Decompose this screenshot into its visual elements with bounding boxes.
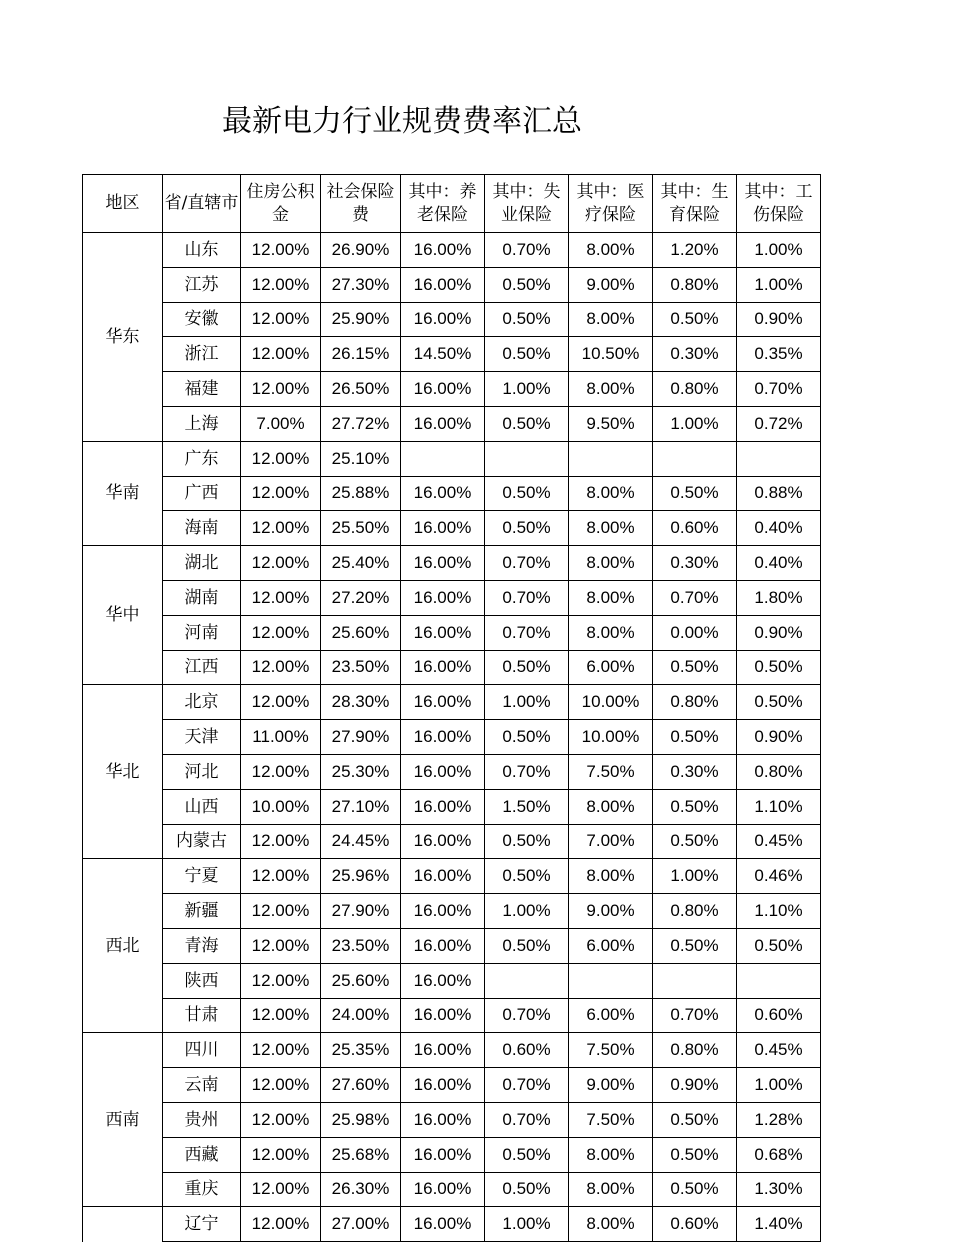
rate-cell-housing-fund: 12.00% bbox=[241, 1207, 321, 1242]
rate-cell-unemployment bbox=[485, 441, 569, 476]
rate-cell-injury: 0.50% bbox=[737, 650, 821, 685]
rate-cell-injury: 0.35% bbox=[737, 337, 821, 372]
province-cell: 甘肃 bbox=[163, 998, 241, 1033]
header-row bbox=[83, 175, 821, 233]
rate-cell-pension: 16.00% bbox=[401, 233, 485, 268]
rate-cell-maternity: 0.90% bbox=[653, 1068, 737, 1103]
rate-cell-social-insurance: 26.15% bbox=[321, 337, 401, 372]
rate-cell-pension: 16.00% bbox=[401, 1068, 485, 1103]
rate-cell-social-insurance: 26.90% bbox=[321, 233, 401, 268]
header-cell-housing-fund: 住房公积金 bbox=[241, 175, 321, 233]
rate-cell-pension: 16.00% bbox=[401, 754, 485, 789]
rate-cell-maternity: 0.50% bbox=[653, 928, 737, 963]
rate-cell-injury: 0.40% bbox=[737, 511, 821, 546]
table-row bbox=[83, 615, 821, 650]
rate-cell-injury: 1.30% bbox=[737, 1172, 821, 1207]
table-row bbox=[83, 511, 821, 546]
rate-cell-injury: 1.00% bbox=[737, 267, 821, 302]
province-cell: 河北 bbox=[163, 754, 241, 789]
rate-cell-unemployment: 0.70% bbox=[485, 233, 569, 268]
rate-cell-pension: 14.50% bbox=[401, 337, 485, 372]
rate-cell-housing-fund: 7.00% bbox=[241, 406, 321, 441]
table-row bbox=[83, 1033, 821, 1068]
rate-cell-injury: 1.80% bbox=[737, 580, 821, 615]
province-cell: 青海 bbox=[163, 928, 241, 963]
rate-cell-medical: 6.00% bbox=[569, 650, 653, 685]
rate-cell-pension: 16.00% bbox=[401, 859, 485, 894]
rate-cell-social-insurance: 25.60% bbox=[321, 963, 401, 998]
rate-cell-injury: 0.88% bbox=[737, 476, 821, 511]
rate-cell-maternity: 0.80% bbox=[653, 1033, 737, 1068]
rate-cell-medical: 6.00% bbox=[569, 928, 653, 963]
rate-cell-housing-fund: 12.00% bbox=[241, 928, 321, 963]
rate-cell-housing-fund: 12.00% bbox=[241, 859, 321, 894]
rate-cell-housing-fund: 12.00% bbox=[241, 650, 321, 685]
rate-cell-medical: 7.50% bbox=[569, 1033, 653, 1068]
table-row bbox=[83, 720, 821, 755]
rate-cell-injury: 1.28% bbox=[737, 1102, 821, 1137]
rate-cell-pension: 16.00% bbox=[401, 546, 485, 581]
rate-cell-housing-fund: 12.00% bbox=[241, 511, 321, 546]
rate-cell-injury bbox=[737, 441, 821, 476]
rate-cell-medical: 7.00% bbox=[569, 824, 653, 859]
header-cell-maternity: 其中：生育保险 bbox=[653, 175, 737, 233]
rate-cell-unemployment: 0.50% bbox=[485, 476, 569, 511]
rate-cell-injury: 0.45% bbox=[737, 824, 821, 859]
rate-cell-unemployment: 0.70% bbox=[485, 1102, 569, 1137]
rate-cell-injury: 1.00% bbox=[737, 233, 821, 268]
rate-cell-medical: 8.00% bbox=[569, 1137, 653, 1172]
rate-cell-maternity: 0.80% bbox=[653, 267, 737, 302]
rate-cell-social-insurance: 27.72% bbox=[321, 406, 401, 441]
rate-cell-pension: 16.00% bbox=[401, 580, 485, 615]
rate-cell-housing-fund: 12.00% bbox=[241, 233, 321, 268]
province-cell: 云南 bbox=[163, 1068, 241, 1103]
rate-cell-pension: 16.00% bbox=[401, 1172, 485, 1207]
rate-cell-pension: 16.00% bbox=[401, 998, 485, 1033]
rate-cell-social-insurance: 27.30% bbox=[321, 267, 401, 302]
rate-cell-injury: 0.80% bbox=[737, 754, 821, 789]
rate-cell-medical: 8.00% bbox=[569, 511, 653, 546]
rate-cell-unemployment: 1.00% bbox=[485, 1207, 569, 1242]
header-cell-pension: 其中：养老保险 bbox=[401, 175, 485, 233]
rate-cell-social-insurance: 25.88% bbox=[321, 476, 401, 511]
rate-cell-maternity: 0.50% bbox=[653, 824, 737, 859]
rate-cell-housing-fund: 12.00% bbox=[241, 685, 321, 720]
rate-cell-pension: 16.00% bbox=[401, 406, 485, 441]
rate-cell-maternity: 0.50% bbox=[653, 1137, 737, 1172]
rate-cell-social-insurance: 25.60% bbox=[321, 615, 401, 650]
rate-cell-pension: 16.00% bbox=[401, 476, 485, 511]
rate-cell-maternity bbox=[653, 963, 737, 998]
rate-cell-pension: 16.00% bbox=[401, 963, 485, 998]
rate-cell-unemployment: 0.50% bbox=[485, 1172, 569, 1207]
province-cell: 河南 bbox=[163, 615, 241, 650]
rate-cell-housing-fund: 12.00% bbox=[241, 476, 321, 511]
rate-cell-medical: 10.50% bbox=[569, 337, 653, 372]
rate-cell-housing-fund: 12.00% bbox=[241, 546, 321, 581]
rate-cell-medical: 8.00% bbox=[569, 859, 653, 894]
rate-cell-social-insurance: 24.00% bbox=[321, 998, 401, 1033]
rate-cell-social-insurance: 25.98% bbox=[321, 1102, 401, 1137]
rate-cell-pension: 16.00% bbox=[401, 1137, 485, 1172]
rate-cell-unemployment: 1.00% bbox=[485, 894, 569, 929]
rate-cell-social-insurance: 27.90% bbox=[321, 720, 401, 755]
rate-cell-social-insurance: 26.30% bbox=[321, 1172, 401, 1207]
table-row bbox=[83, 267, 821, 302]
rate-cell-medical: 9.00% bbox=[569, 894, 653, 929]
rate-cell-maternity: 0.80% bbox=[653, 685, 737, 720]
rate-cell-injury: 0.46% bbox=[737, 859, 821, 894]
rate-cell-injury: 0.68% bbox=[737, 1137, 821, 1172]
rate-cell-unemployment: 0.50% bbox=[485, 511, 569, 546]
rate-cell-unemployment: 0.50% bbox=[485, 928, 569, 963]
rate-cell-pension: 16.00% bbox=[401, 789, 485, 824]
province-cell: 江西 bbox=[163, 650, 241, 685]
table-row bbox=[83, 441, 821, 476]
rate-cell-pension: 16.00% bbox=[401, 824, 485, 859]
rate-cell-medical: 8.00% bbox=[569, 580, 653, 615]
rate-cell-social-insurance: 26.50% bbox=[321, 372, 401, 407]
region-cell: 华北 bbox=[83, 685, 163, 859]
rate-cell-social-insurance: 27.20% bbox=[321, 580, 401, 615]
table-row bbox=[83, 754, 821, 789]
rate-cell-maternity: 0.50% bbox=[653, 789, 737, 824]
table-row bbox=[83, 1068, 821, 1103]
rate-cell-pension: 16.00% bbox=[401, 928, 485, 963]
rate-cell-housing-fund: 10.00% bbox=[241, 789, 321, 824]
rate-cell-pension: 16.00% bbox=[401, 615, 485, 650]
rate-cell-unemployment: 0.70% bbox=[485, 580, 569, 615]
rate-cell-medical: 6.00% bbox=[569, 998, 653, 1033]
province-cell: 山西 bbox=[163, 789, 241, 824]
header-cell-medical: 其中：医疗保险 bbox=[569, 175, 653, 233]
rate-cell-social-insurance: 23.50% bbox=[321, 650, 401, 685]
province-cell: 湖北 bbox=[163, 546, 241, 581]
rate-cell-maternity: 0.30% bbox=[653, 546, 737, 581]
table-row bbox=[83, 998, 821, 1033]
table-row bbox=[83, 372, 821, 407]
rate-cell-medical: 10.00% bbox=[569, 685, 653, 720]
region-cell bbox=[83, 1207, 163, 1242]
rate-cell-medical: 9.50% bbox=[569, 406, 653, 441]
rate-cell-unemployment: 0.60% bbox=[485, 1033, 569, 1068]
rate-cell-housing-fund: 12.00% bbox=[241, 1137, 321, 1172]
rate-cell-injury: 0.50% bbox=[737, 685, 821, 720]
rate-cell-injury: 1.10% bbox=[737, 894, 821, 929]
rate-cell-medical: 7.50% bbox=[569, 754, 653, 789]
rate-cell-unemployment: 0.50% bbox=[485, 824, 569, 859]
rate-cell-housing-fund: 12.00% bbox=[241, 267, 321, 302]
region-cell: 华中 bbox=[83, 546, 163, 685]
rate-cell-pension: 16.00% bbox=[401, 511, 485, 546]
rate-cell-housing-fund: 12.00% bbox=[241, 824, 321, 859]
rate-cell-maternity: 0.70% bbox=[653, 580, 737, 615]
province-cell: 浙江 bbox=[163, 337, 241, 372]
rate-cell-medical: 9.00% bbox=[569, 1068, 653, 1103]
rate-cell-maternity: 0.50% bbox=[653, 720, 737, 755]
rate-cell-maternity: 0.00% bbox=[653, 615, 737, 650]
rate-cell-injury: 1.40% bbox=[737, 1207, 821, 1242]
rate-cell-social-insurance: 25.10% bbox=[321, 441, 401, 476]
rate-cell-housing-fund: 12.00% bbox=[241, 580, 321, 615]
rate-cell-unemployment bbox=[485, 963, 569, 998]
province-cell: 陕西 bbox=[163, 963, 241, 998]
rate-cell-unemployment: 0.70% bbox=[485, 754, 569, 789]
rate-cell-social-insurance: 27.00% bbox=[321, 1207, 401, 1242]
rate-cell-social-insurance: 25.40% bbox=[321, 546, 401, 581]
rate-cell-housing-fund: 12.00% bbox=[241, 1102, 321, 1137]
header-cell-region: 地区 bbox=[83, 175, 163, 233]
province-cell: 内蒙古 bbox=[163, 824, 241, 859]
table-row bbox=[83, 233, 821, 268]
table-row bbox=[83, 546, 821, 581]
rate-cell-unemployment: 0.70% bbox=[485, 615, 569, 650]
table-row bbox=[83, 1207, 821, 1242]
province-cell: 新疆 bbox=[163, 894, 241, 929]
rate-cell-housing-fund: 11.00% bbox=[241, 720, 321, 755]
rate-cell-medical: 8.00% bbox=[569, 546, 653, 581]
rate-cell-maternity: 0.50% bbox=[653, 302, 737, 337]
header-cell-injury: 其中：工伤保险 bbox=[737, 175, 821, 233]
rate-cell-medical: 8.00% bbox=[569, 789, 653, 824]
province-cell: 辽宁 bbox=[163, 1207, 241, 1242]
rate-cell-injury: 0.50% bbox=[737, 928, 821, 963]
rate-cell-social-insurance: 25.90% bbox=[321, 302, 401, 337]
rate-cell-pension: 16.00% bbox=[401, 894, 485, 929]
rate-cell-unemployment: 0.50% bbox=[485, 406, 569, 441]
rate-cell-medical: 7.50% bbox=[569, 1102, 653, 1137]
rate-cell-injury: 0.40% bbox=[737, 546, 821, 581]
rate-cell-maternity: 0.50% bbox=[653, 650, 737, 685]
table-row bbox=[83, 685, 821, 720]
rate-cell-social-insurance: 27.10% bbox=[321, 789, 401, 824]
page-title: 最新电力行业规费费率汇总 bbox=[222, 104, 582, 139]
province-cell: 重庆 bbox=[163, 1172, 241, 1207]
rate-cell-housing-fund: 12.00% bbox=[241, 1172, 321, 1207]
table-row bbox=[83, 963, 821, 998]
rate-cell-injury bbox=[737, 963, 821, 998]
header-cell-unemployment: 其中：失业保险 bbox=[485, 175, 569, 233]
province-cell: 广西 bbox=[163, 476, 241, 511]
rate-cell-unemployment: 0.50% bbox=[485, 650, 569, 685]
rate-cell-maternity: 0.60% bbox=[653, 511, 737, 546]
table-row bbox=[83, 1102, 821, 1137]
rate-cell-medical bbox=[569, 441, 653, 476]
table-body bbox=[83, 175, 821, 1242]
table-row bbox=[83, 476, 821, 511]
rate-cell-housing-fund: 12.00% bbox=[241, 615, 321, 650]
rate-cell-injury: 1.00% bbox=[737, 1068, 821, 1103]
rate-cell-social-insurance: 25.68% bbox=[321, 1137, 401, 1172]
rate-cell-maternity: 0.30% bbox=[653, 337, 737, 372]
rate-cell-pension: 16.00% bbox=[401, 1207, 485, 1242]
rate-cell-maternity: 0.50% bbox=[653, 476, 737, 511]
rate-cell-maternity: 1.20% bbox=[653, 233, 737, 268]
rate-cell-unemployment: 1.00% bbox=[485, 372, 569, 407]
rate-cell-pension: 16.00% bbox=[401, 372, 485, 407]
province-cell: 上海 bbox=[163, 406, 241, 441]
rate-cell-unemployment: 0.70% bbox=[485, 546, 569, 581]
province-cell: 湖南 bbox=[163, 580, 241, 615]
rate-cell-maternity: 0.70% bbox=[653, 998, 737, 1033]
rate-cell-maternity: 1.00% bbox=[653, 406, 737, 441]
rate-cell-medical: 8.00% bbox=[569, 372, 653, 407]
rate-cell-maternity: 0.50% bbox=[653, 1102, 737, 1137]
table-row bbox=[83, 1172, 821, 1207]
rate-cell-medical: 8.00% bbox=[569, 1172, 653, 1207]
rate-cell-injury: 0.90% bbox=[737, 615, 821, 650]
rate-cell-injury: 1.10% bbox=[737, 789, 821, 824]
rate-cell-housing-fund: 12.00% bbox=[241, 754, 321, 789]
table-row bbox=[83, 302, 821, 337]
rate-cell-social-insurance: 28.30% bbox=[321, 685, 401, 720]
rate-cell-injury: 0.90% bbox=[737, 302, 821, 337]
rate-cell-maternity: 0.80% bbox=[653, 372, 737, 407]
rate-cell-housing-fund: 12.00% bbox=[241, 372, 321, 407]
province-cell: 福建 bbox=[163, 372, 241, 407]
rate-cell-maternity: 1.00% bbox=[653, 859, 737, 894]
rate-cell-medical: 8.00% bbox=[569, 476, 653, 511]
rate-cell-unemployment: 0.70% bbox=[485, 1068, 569, 1103]
table-row bbox=[83, 406, 821, 441]
rate-cell-social-insurance: 25.96% bbox=[321, 859, 401, 894]
rate-cell-unemployment: 0.50% bbox=[485, 302, 569, 337]
rate-cell-housing-fund: 12.00% bbox=[241, 302, 321, 337]
rate-cell-housing-fund: 12.00% bbox=[241, 1033, 321, 1068]
rate-cell-housing-fund: 12.00% bbox=[241, 963, 321, 998]
rate-cell-housing-fund: 12.00% bbox=[241, 337, 321, 372]
table-row bbox=[83, 789, 821, 824]
rate-cell-unemployment: 1.50% bbox=[485, 789, 569, 824]
rate-cell-medical: 8.00% bbox=[569, 302, 653, 337]
rate-cell-pension: 16.00% bbox=[401, 302, 485, 337]
region-cell: 华南 bbox=[83, 441, 163, 545]
rate-table bbox=[82, 174, 821, 1242]
rate-cell-unemployment: 0.70% bbox=[485, 998, 569, 1033]
table-row bbox=[83, 894, 821, 929]
rate-cell-housing-fund: 12.00% bbox=[241, 894, 321, 929]
table-row bbox=[83, 1137, 821, 1172]
rate-cell-unemployment: 0.50% bbox=[485, 720, 569, 755]
rate-cell-pension: 16.00% bbox=[401, 1033, 485, 1068]
rate-cell-injury: 0.45% bbox=[737, 1033, 821, 1068]
rate-cell-housing-fund: 12.00% bbox=[241, 998, 321, 1033]
rate-cell-medical: 8.00% bbox=[569, 1207, 653, 1242]
province-cell: 西藏 bbox=[163, 1137, 241, 1172]
rate-cell-social-insurance: 25.50% bbox=[321, 511, 401, 546]
province-cell: 江苏 bbox=[163, 267, 241, 302]
header-cell-province: 省/直辖市 bbox=[163, 175, 241, 233]
rate-cell-medical: 9.00% bbox=[569, 267, 653, 302]
rate-cell-medical: 8.00% bbox=[569, 233, 653, 268]
rate-cell-injury: 0.72% bbox=[737, 406, 821, 441]
province-cell: 广东 bbox=[163, 441, 241, 476]
province-cell: 天津 bbox=[163, 720, 241, 755]
rate-cell-housing-fund: 12.00% bbox=[241, 441, 321, 476]
rate-cell-social-insurance: 23.50% bbox=[321, 928, 401, 963]
rate-cell-pension: 16.00% bbox=[401, 650, 485, 685]
rate-cell-unemployment: 0.50% bbox=[485, 859, 569, 894]
rate-cell-maternity: 0.30% bbox=[653, 754, 737, 789]
province-cell: 四川 bbox=[163, 1033, 241, 1068]
table-row bbox=[83, 337, 821, 372]
rate-cell-unemployment: 0.50% bbox=[485, 267, 569, 302]
province-cell: 海南 bbox=[163, 511, 241, 546]
rate-cell-social-insurance: 25.35% bbox=[321, 1033, 401, 1068]
rate-cell-maternity: 0.50% bbox=[653, 1172, 737, 1207]
rate-cell-unemployment: 0.50% bbox=[485, 337, 569, 372]
region-cell: 西北 bbox=[83, 859, 163, 1033]
rate-cell-pension bbox=[401, 441, 485, 476]
rate-cell-maternity: 0.60% bbox=[653, 1207, 737, 1242]
table-row bbox=[83, 650, 821, 685]
rate-cell-medical: 8.00% bbox=[569, 615, 653, 650]
rate-cell-social-insurance: 24.45% bbox=[321, 824, 401, 859]
rate-cell-maternity: 0.80% bbox=[653, 894, 737, 929]
province-cell: 贵州 bbox=[163, 1102, 241, 1137]
table-row bbox=[83, 580, 821, 615]
rate-cell-pension: 16.00% bbox=[401, 685, 485, 720]
rate-cell-pension: 16.00% bbox=[401, 267, 485, 302]
rate-cell-unemployment: 1.00% bbox=[485, 685, 569, 720]
rate-cell-injury: 0.90% bbox=[737, 720, 821, 755]
region-cell: 西南 bbox=[83, 1033, 163, 1207]
rate-cell-housing-fund: 12.00% bbox=[241, 1068, 321, 1103]
rate-cell-social-insurance: 27.90% bbox=[321, 894, 401, 929]
rate-cell-injury: 0.70% bbox=[737, 372, 821, 407]
province-cell: 安徽 bbox=[163, 302, 241, 337]
rate-cell-social-insurance: 27.60% bbox=[321, 1068, 401, 1103]
province-cell: 宁夏 bbox=[163, 859, 241, 894]
rate-cell-pension: 16.00% bbox=[401, 720, 485, 755]
table-row bbox=[83, 859, 821, 894]
region-cell: 华东 bbox=[83, 233, 163, 442]
rate-cell-unemployment: 0.50% bbox=[485, 1137, 569, 1172]
table-row bbox=[83, 928, 821, 963]
rate-cell-pension: 16.00% bbox=[401, 1102, 485, 1137]
rate-cell-maternity bbox=[653, 441, 737, 476]
rate-cell-social-insurance: 25.30% bbox=[321, 754, 401, 789]
rate-cell-medical bbox=[569, 963, 653, 998]
table-row bbox=[83, 824, 821, 859]
province-cell: 山东 bbox=[163, 233, 241, 268]
rate-cell-medical: 10.00% bbox=[569, 720, 653, 755]
province-cell: 北京 bbox=[163, 685, 241, 720]
rate-cell-injury: 0.60% bbox=[737, 998, 821, 1033]
header-cell-social-insurance: 社会保险费 bbox=[321, 175, 401, 233]
